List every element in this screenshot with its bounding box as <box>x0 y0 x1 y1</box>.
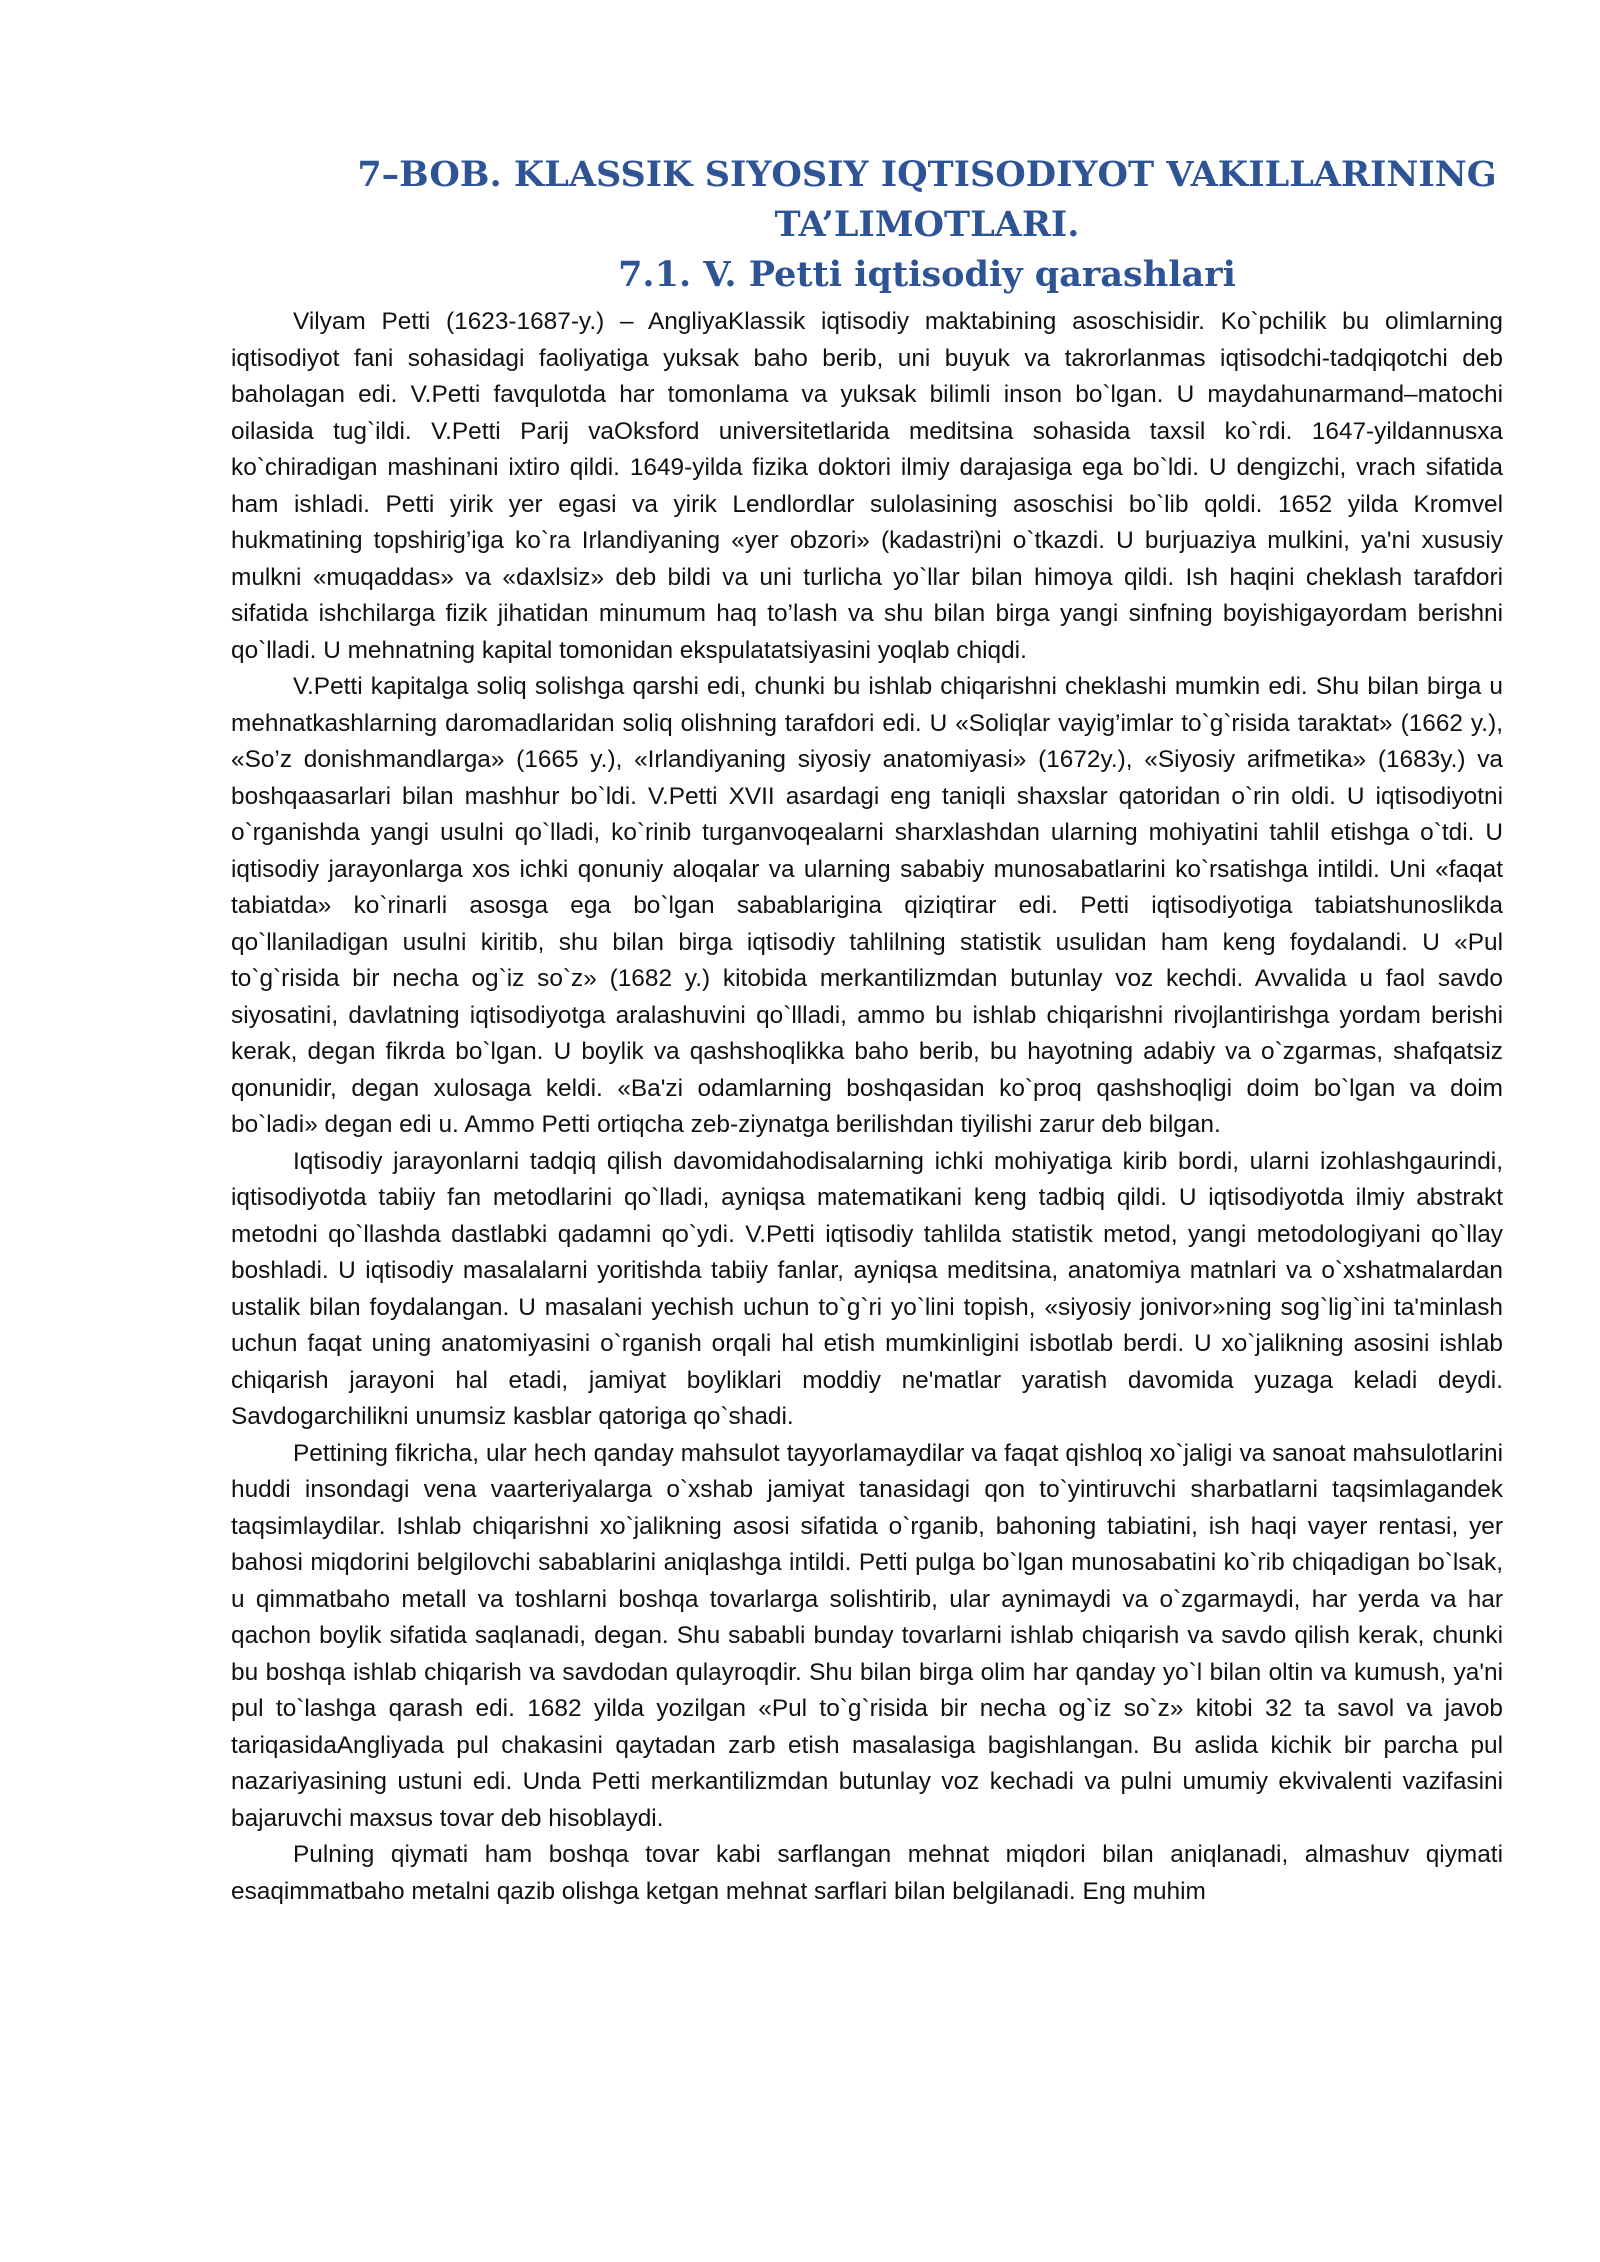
paragraph: Iqtisodiy jarayonlarni tadqiq qilish davomidahodisalarning ichki mohiyatiga kirib bordi, ularni izohlashgaurindi, iqtisodiyotda tabiiy fan metodlarini qo`lladi, ayniqsa matematikani keng tadbiq qildi. U iqtisodiyotda ilmiy abstrakt metodni qo`llashda dastlabki qadamni qo`ydi. V.Petti iqtisodiy tahlilda statistik metod, yangi metodologiyani qo`llay boshladi. U iqtisodiy masalalarni yoritishda tabiiy fanlar, ayniqsa meditsina, anatomiya matnlari va o`xshatmalardan ustalik bilan foydalangan. U masalani yechish uchun to`g`ri yo`lini topish, «siyosiy jonivor»ning sog`lig`ini ta'minlash uchun faqat uning anatomiyasini o`rganish orqali hal etish mumkinligini isbotlab berdi. U xo`jalikning asosini ishlab chiqarish jarayoni hal etadi, jamiyat boyliklari moddiy ne'matlar yaratish davomida yuzaga keladi deydi. Savdogarchilikni unumsiz kasblar qatoriga qo`shadi. <box>231 1147 1503 1430</box>
chapter-title-line2: TA’LIMOTLARI. <box>774 204 1080 245</box>
document-page <box>231 150 1503 1910</box>
section-title: 7.1. V. Petti iqtisodiy qarashlari <box>618 254 1236 295</box>
paragraph: Pettining fikricha, ular hech qanday mahsulot tayyorlamaydilar va faqat qishloq xo`jaligi va sanoat mahsulotlarini huddi insondagi vena vaarteriyalarga o`xshab jamiyat tanasidagi qon to`yintiruvchi sharbatlarni taqsimlagandek taqsimlaydilar. Ishlab chiqarishni xo`jalikning asosi sifatida o`rganib, bahoning tabiatini, ish haqi vayer rentasi, yer bahosi miqdorini belgilovchi sabablarini aniqlashga intildi. Petti pulga bo`lgan munosabatini ko`rib chiqadigan bo`lsak, u qimmatbaho metall va toshlarni boshqa tovarlarga solishtirib, ular aynimaydi va o`zgarmaydi, har yerda va har qachon boylik sifatida saqlanadi, degan. Shu sababli bunday tovarlarni ishlab chiqarish va savdo qilish kerak, chunki bu boshqa ishlab chiqarish va savdodan qulayroqdir. Shu bilan birga olim har qanday yo`l bilan oltin va kumush, ya'ni pul to`lashga qarash edi. 1682 yilda yozilgan «Pul to`g`risida bir necha og`iz so`z» kitobi 32 ta savol va javob tariqasidaAngliyada pul chakasini qaytadan zarb etish masalasiga bagishlangan. Bu aslida kichik bir parcha pul nazariyasining ustuni edi. Unda Petti merkantilizmdan butunlay voz kechadi va pulni umumiy ekvivalenti vazifasini bajaruvchi maxsus tovar deb hisoblaydi. <box>231 1439 1503 1832</box>
body-text <box>231 304 1503 1910</box>
paragraph: V.Petti kapitalga soliq solishga qarshi edi, chunki bu ishlab chiqarishni cheklashi mumkin edi. Shu bilan birga u mehnatkashlarning daromadlaridan soliq olishning tarafdori edi. U «Soliqlar vayig’imlar to`g`risida taraktat» (1662 y.), «So’z donishmandlarga» (1665 y.), «Irlandiyaning siyosiy anatomiyasi» (1672y.), «Siyosiy arifmetika» (1683y.) va boshqaasarlari bilan mashhur bo`ldi. V.Petti XVII asardagi eng taniqli shaxslar qatoridan o`rin oldi. U iqtisodiyotni o`rganishda yangi usulni qo`lladi, ko`rinib turganvoqealarni sharxlashdan ularning mohiyatini tahlil etishga o`tdi. U iqtisodiy jarayonlarga xos ichki qonuniy aloqalar va ularning sababiy munosabatlarini ko`rsatishga intildi. Uni «faqat tabiatda» ko`rinarli asosga ega bo`lgan sabablarigina qiziqtirar edi. Petti iqtisodiyotiga tabiatshunoslikda qo`llaniladigan usulni kiritib, shu bilan birga iqtisodiy tahlilning statistik usulidan ham keng foydalandi. U «Pul to`g`risida bir necha og`iz so`z» (1682 y.) kitobida merkantilizmdan butunlay voz kechdi. Avvalida u faol savdo siyosatini, davlatning iqtisodiyotga aralashuvini qo`llladi, ammo bu ishlab chiqarishni rivojlantirishga yordam berishi kerak, degan fikrda bo`lgan. U boylik va qashshoqlikka baho berib, bu hayotning adabiy va o`zgarmas, shafqatsiz qonunidir, degan xulosaga keldi. «Ba'zi odamlarning boshqasidan ko`proq qashshoqligi doim bo`lgan va doim bo`ladi» degan edi u. Ammo Petti ortiqcha zeb-ziynatga berilishdan tiyilishi zarur deb bilgan. <box>231 673 1503 1138</box>
paragraph: Vilyam Petti (1623-1687-y.) – AngliyaKlassik iqtisodiy maktabining asoschisidir. Ko`pchilik bu olimlarning iqtisodiyot fani sohasidagi faoliyatiga yuksak baho berib, uni buyuk va takrorlanmas iqtisodchi-tadqiqotchi deb baholagan edi. V.Petti favqulotda har tomonlama va yuksak bilimli inson bo`lgan. U maydahunarmand–matochi oilasida tug`ildi. V.Petti Parij vaOksford universitetlarida meditsina sohasida taxsil ko`rdi. 1647-yildannusxa ko`chiradigan mashinani ixtiro qildi. 1649-yilda fizika doktori ilmiy darajasiga ega bo`ldi. U dengizchi, vrach sifatida ham ishladi. Petti yirik yer egasi va yirik Lendlordlar sulolasining asoschisi bo`lib qoldi. 1652 yilda Kromvel hukmatining topshirig’iga ko`ra Irlandiyaning «yer obzori» (kadastri)ni o`tkazdi. U burjuaziya mulkini, ya'ni xususiy mulkni «muqaddas» va «daxlsiz» deb bildi va uni turlicha yo`llar bilan himoya qildi. Ish haqini cheklash tarafdori sifatida ishchilarga fizik jihatidan minumum haq to’lash va shu bilan birga yangi sinfning boyishigayordam berishni qo`lladi. U mehnatning kapital tomonidan ekspulatatsiyasini yoqlab chiqdi. <box>231 308 1503 664</box>
paragraph: Pulning qiymati ham boshqa tovar kabi sarflangan mehnat miqdori bilan aniqlanadi, almashuv qiymati esaqimmatbaho metalni qazib olishga ketgan mehnat sarflari bilan belgilanadi. Eng muhim <box>231 1841 1503 1905</box>
chapter-title-line1: 7–BOB. KLASSIK SIYOSIY IQTISODIYOT VAKILLARINING <box>357 154 1497 195</box>
